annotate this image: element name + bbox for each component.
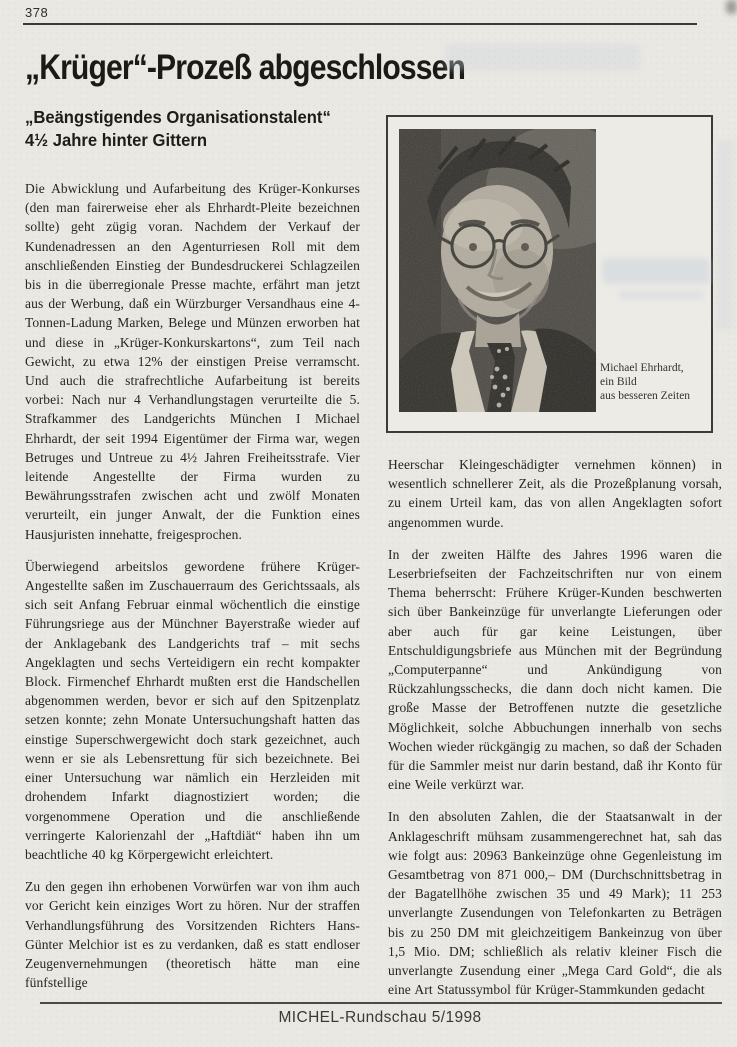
page-number: 378 <box>25 5 49 20</box>
caption-line-2: ein Bild <box>600 376 637 388</box>
article-paragraph: Heerschar Kleingeschädigter vernehmen können) in wesentlich schnellerer Zeit, als die Prozeßplanung vorsah, zu einem Urteil kam, das von allen Angeklagten sofort angenommen wurde. <box>388 457 722 530</box>
portrait-photo <box>399 129 596 412</box>
top-rule <box>23 23 697 25</box>
footer-text: MICHEL-Rundschau 5/1998 <box>278 1009 482 1026</box>
caption-line-3: aus besseren Zeiten <box>600 390 691 402</box>
article-paragraph: Die Abwicklung und Aufarbeitung des Krüger-Konkurses (den man fairerweise eher als Ehrhardt-Pleite bezeichnen sollte) geht zügig voran. Nachdem der Verkauf der Kundenadressen an den Agenturriesen Roll mit dem anschließenden Einstieg der Bundesdruckerei Schlagzeilen bis in die überregionale Presse machte, erfährt man jetzt aus der Werbung, daß ein Würzburger Versandhaus eine 4-Tonnen-Ladung Marken, Belege und Münzen erworben hat und diese in „Krüger-Konkurskartons“, zum Teil nach Gewicht, zu etwa 12% der einstigen Preise verramscht. Und auch die strafrechtliche Aufarbeitung ist bereits vorbei: Nach nur 4 Verhandlungstagen verurteilte die 5. Strafkammer des Landgerichts München I Michael Ehrhardt, der seit 1994 Eigentümer der Firma war, wegen Betruges und Untreue zu 4½ Jahren Freiheitsstrafe. Vier leitende Angestellte der Firma wurden zu Bewährungsstrafen zwischen acht und zwölf Monaten verurteilt, ein junger Anwalt, der die Funktion eines Hausjuristen innehatte, freigesprochen. <box>25 181 360 542</box>
subhead-line-1: „Beängstigendes Organisationstalent“ <box>25 107 331 127</box>
article-subhead <box>25 106 367 152</box>
column-right <box>388 455 722 1012</box>
photo-caption <box>600 361 710 403</box>
show-through-artifact <box>724 560 736 940</box>
subhead-line-2: 4½ Jahre hinter Gittern <box>25 130 208 150</box>
show-through-artifact <box>716 140 734 330</box>
article-paragraph: Zu den gegen ihn erhobenen Vorwürfen war von ihm auch vor Gericht kein einziges Wort zu hören. Nur der straffen Verhandlungsführung des Vorsitzenden Richters Hans-Günter Melchior ist es zu verdanken, daß es statt endloser Zeugenvernehmungen (theoretisch hätte man eine fünfstellige <box>25 879 360 991</box>
article-paragraph: In den absoluten Zahlen, die der Staatsanwalt in der Anklageschrift mühsam zusammengerechnet hat, sah das wie folgt aus: 20963 Bankeinzüge ohne Gegenleistung im Gesamtbetrag von 871 000,– DM (Durchschnittsbetrag in der Bagatellhöhe zwischen 35 und 49 Mark); 11 253 unverlangte Zusendungen von Telefonkarten zu Beträgen bis zu 250 DM mit gleichzeitigem Bankeinzug von über 1,5 Mio. DM; schließlich als relativ kleiner Fisch die unverlangte Zusendung einer „Mega Card Gold“, die als eine Art Statussymbol für Krüger-Stammkunden gedacht <box>388 809 722 998</box>
article-paragraph: Überwiegend arbeitslos gewordene frühere Krüger-Angestellte saßen im Zuschauerraum des Gerichtssaals, als sich seit Anfang Februar einmal wöchentlich die einstige Führungsriege aus der Münchner Bayerstraße wieder auf der Anklagebank des Landgerichts traf – mit sechs Angeklagten und sechs Verteidigern ein recht kompakter Block. Firmenchef Ehrhardt mußten erst die Handschellen abgenommen werden, bevor er sich auf den Spitzenplatz setzen konnte; zehn Monate Untersuchungshaft hatten das einstige Superschwergewicht doch stark gezeichnet, auch wenn er sie als Lebensrettung für sich bezeichnete. Bei einer Untersuchung war nämlich ein Herzleiden mit drohendem Infarkt diagnostiziert worden; die vorgenommene Operation und die anschließende verringerte Kalorienzahl der „Haftdiät“ haben ihn um beachtliche 40 kg Körpergewicht erleichtert. <box>25 558 360 862</box>
footer-rule <box>40 1002 722 1004</box>
caption-line-1: Michael Ehrhardt, <box>600 362 684 374</box>
article-headline: „Krüger“-Prozeß abgeschlossen <box>25 48 466 87</box>
column-left <box>25 179 360 1005</box>
photo-figure <box>386 115 713 433</box>
article-paragraph: In der zweiten Hälfte des Jahres 1996 waren die Leserbriefseiten der Fachzeitschriften nur von einem Thema beherrscht: Frühere Krüger-Kunden beschwerten sich über Bankeinzüge für unverlangte Lieferungen oder aber auch für gar keine Leistungen, über Entschuldigungsbriefe aus München mit der Begründung „Computerpanne“ und Ankündigung von Rückzahlungsschecks, die dann doch nicht kamen. Die große Masse der Betroffenen nutzte die gesetzliche Möglichkeit, solche Abbuchungen innerhalb von sechs Wochen wieder rückgängig zu machen, so daß der Schaden für die Sammler meist nur darin bestand, daß ihr Konto für eine Weile verkürzt war. <box>388 546 722 793</box>
scan-edge-artifact <box>726 0 737 14</box>
